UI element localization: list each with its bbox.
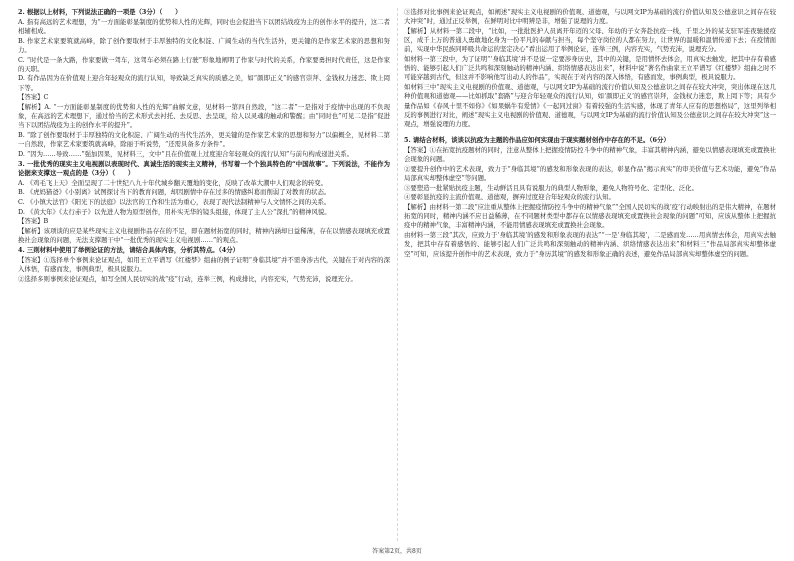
right-paragraph: 如材料一第三段中，为了证明“‘身临其境’并不是说一定要涉身历史，其中的关键，是用情怀去体会，用真实去触发，把其中存有着感悟的、能够引起人们广泛共鸣和深刻触动的精神内涵、织络情感表达出来”，材料中说“著名作曲家王立平谱写《红楼梦》组曲之时不可能穿越到古代，但这并不影响他写出动人的作品”，实现在于对内容的深入体悟，有感而发，事例典型，极具说服力。 — [404, 55, 776, 82]
left-column — [18, 8, 390, 284]
left-paragraph: 【答案】B — [18, 217, 49, 226]
right-paragraph: 由材料一第三段“其次，应致力于‘身临其境’的感发和形象表现的表达”“一是‘身临其境’，二是感而发……用真情去体会，用真实去触发，把其中存有着感悟的、能够引起人们广泛共鸣和深刻触动的精神内涵、织络情感表达出来”和材料三“作品局部真实却整体虚空”可知，应该提升创作中的艺术表现，致力于“身历其境”的感发和形象正确的表述，避免作品局部真实却整体虚空的问题。 — [404, 231, 776, 258]
left-paragraph: B. 《虎妈猫爸》《小别离》试图探讨当下的教育问题，却因剧情中存在过多的情感纠葛而削弱了对教育的状态。 — [18, 188, 331, 197]
column-divider — [397, 8, 398, 541]
right-paragraph: ③选择对比事例来论证观点，如阐述“现实主义电视剧的价值观、道德观，与以网文IP为基础的流行价值认知及公德意识之间存在较大冲突”时，通过正反举例，在鲜明对比中明辨是非，增强了说理的力度。 — [404, 8, 776, 26]
left-paragraph: 2. 根据以上材料，下列说法正确的一项是（3分）（ ） — [18, 8, 182, 16]
left-paragraph: C. “时代是一条大路，作家要做一驾车，这驾车必须在路上行驶”形象地阐明了作家与时代的关系，作家要勇担时代责任，这是作家的天职。 — [18, 55, 390, 73]
right-paragraph: ④要彰显抗疫的主流价值观、道德观，摒弃过度迎合年轻观众的流行认知。 — [404, 193, 615, 202]
right-paragraph: 【答案】①在拓宽抗疫题材的同时，注意从整体上把握疫情防控斗争中的精神气象，丰富其精神内涵，避免以情感表现填充或置换社会现象的问题。 — [404, 145, 776, 164]
left-paragraph: B. 作家艺术家要筑就高峰，除了创作要取材于丰厚独特的文化积淀、广阔生动的当代生活外，更关键的是作家艺术家的思想和努力。 — [18, 36, 390, 54]
left-paragraph: A. 指有高远的艺术理想，为“一方面能彰显制度的优势和人性的光辉，同时也会促进当下以团结战疫为主的创作水平的提升，这二者相辅相成。 — [18, 17, 390, 35]
left-paragraph: 4. 三则材料中使用了举例论证的方法，请结合具体内容，分析其特点。（4分） — [18, 246, 240, 255]
left-paragraph: C. 《小镇大法官》《阳光下的法庭》以法官的工作和生活为重心，表现了现代法制精神与人文情怀之间的关系。 — [18, 198, 331, 207]
left-paragraph: A. 《鸡毛飞上天》全面呈现了二十世纪八九十年代城乡翻天覆地的变化，反映了改革大潮中人们观念的转变。 — [18, 178, 328, 187]
left-paragraph: 【答案】C — [18, 93, 49, 102]
left-paragraph: 【解析】该项谈的应是某些现实主义电视剧作品存在的不足，即在题材拓宽的同时，精神内涵却日益稀薄，存在以情感表现填充或置换社会现象的问题，无法支撑题干中“一批优秀的现实主义电视剧……”的观点。 — [18, 227, 390, 245]
left-paragraph: D. 《黄大年》《太行赤子》以先进人物为原型创作，用朴实无华的镜头组接，体现了主人公“深扎”的精神风貌。 — [18, 207, 331, 216]
left-paragraph: B. “除了创作要取材于丰厚独特的文化积淀、广阔生动的当代生活外，更关键的是作家艺术家的思想和努力”以偏概全，见材料二第一自然段，作家艺术家要筑就高峰，除丽于听说势，“还需具备多方条件”。 — [18, 131, 390, 149]
left-paragraph: 【答案】①选择单个事例来论证观点，如用王立平谱写《红楼梦》组曲的例子证明“身临其境”并不需身涉古代，关键在于对内容的深入体悟，有感而发，事例典型，极具说服力。 — [18, 255, 390, 273]
page-footer: 答案第2页，共8页 — [372, 548, 422, 555]
right-paragraph — [404, 130, 776, 136]
left-paragraph: ②选择多则事例来论证观点，如写全国人民切实的战“疫”行动，连举三例，构成排比，内容充实，气势充沛，说理充分。 — [18, 274, 357, 283]
right-column — [404, 8, 776, 259]
right-paragraph: 5. 请结合材料，谈谈以抗疫为主题的作品应如何实现由于现实题材创作中存在的不足。（6分） — [404, 136, 670, 145]
right-paragraph: 【解析】从材料一第二段中，“比如，一批批医护人员离开年迈的父母、年幼的子女奔赴抗疫一线，千里之外的某支驻军连夜驰援疫区，成千上万的普通人勇敢地化身为一份平凡的奉献与担当，每个坚守岗位的人都在努力，让世界的温暖和温情传递下去；在疫情面前，实现中华民族同呼吸共命运的坚定决心”看出运用了举例论证，连举三例，内容充实，气势充沛，说理充分。 — [404, 26, 776, 54]
right-paragraph: ③要塑造一批紧贴抗疫主题，生动鲜活且具有说服力的典型人物形象，避免人物符号化、定型化、泛化。 — [404, 183, 698, 192]
left-paragraph: 【解析】A. “一方面能彰显制度的优势和人性的光辉”曲解文意，见材料一第四自然段，“这二者”一是指对于疫情中出现的不负现象，在高远的艺术理想下，通过恰当的艺术形式去衬托、去反思、去呈现，给人以灵魂的触动和警醒；由“同时也”可见二是指“促进当下以团结战疫为主的创作水平的提升”。 — [18, 103, 390, 130]
right-paragraph: ②要提升创作中的艺术表现，致力于“身临其境”的感发和形象表现的表达，彰显作品“揭示真实”的审美价值与艺术功能，避免“作品局部真实却整体虚空”等问题。 — [404, 164, 776, 182]
right-paragraph: 【解析】由材料一第二段“应注重从整体上把握疫情防控斗争中的精神气象”“全国人民切实的战‘疫’行动映射出的是伟大精神，在题材拓宽的同时，精神内涵不应日益稀薄，在不同题材类型中都存在以情感表现填充或置换社会现象的问题”可知，应该从整体上把握抗疫中的精神气象，丰富精神内涵，不能用情感表现填充或置换社会现象。 — [404, 203, 776, 230]
left-paragraph: D. “因为……导致……”强加因果，见材料三，文中“且在价值观上过度迎合年轻观众的流行认知”与前句构成递进关系。 — [18, 150, 354, 159]
left-paragraph: 3. 一批优秀的现实主义电视剧以表现时代、真诚生活的现实主义精神，书写着一个个独具特色的“中国故事”。下列说法，不能作为论据来支撑这一观点的是（3分）（ ） — [18, 159, 390, 177]
right-paragraph: 如材料三中“现实主义电视剧的价值观、道德观，与以网文IP为基础的流行价值认知及公德意识之间存在较大冲突，突出体现在这几种价值观和道德观——比如抓取“套路”与迎合年轻观众的流行认知，如‘颜即正义’的感官崇拜，金钱权力迷恋，欺上罔下等；具有少量作品如《春风十里不如你》《如果蜗牛有爱情》《一起同过窗》有着较强的生活实感，体现了青年人应有的思想格局”，这里列举相反的事例进行对比，阐述“现实主义电视剧的价值观、道德观，与以网文IP为基础的流行价值认知及公德意识之间存在较大冲突”这一观点，增强说理的力度。 — [404, 83, 776, 128]
left-paragraph: D. 有作品因为在价值观上迎合年轻观众的流行认知，导致缺乏真实的质感之美，如“颜即正义”的感官崇拜、金钱权力迷恋、欺上罔下等。 — [18, 74, 390, 92]
